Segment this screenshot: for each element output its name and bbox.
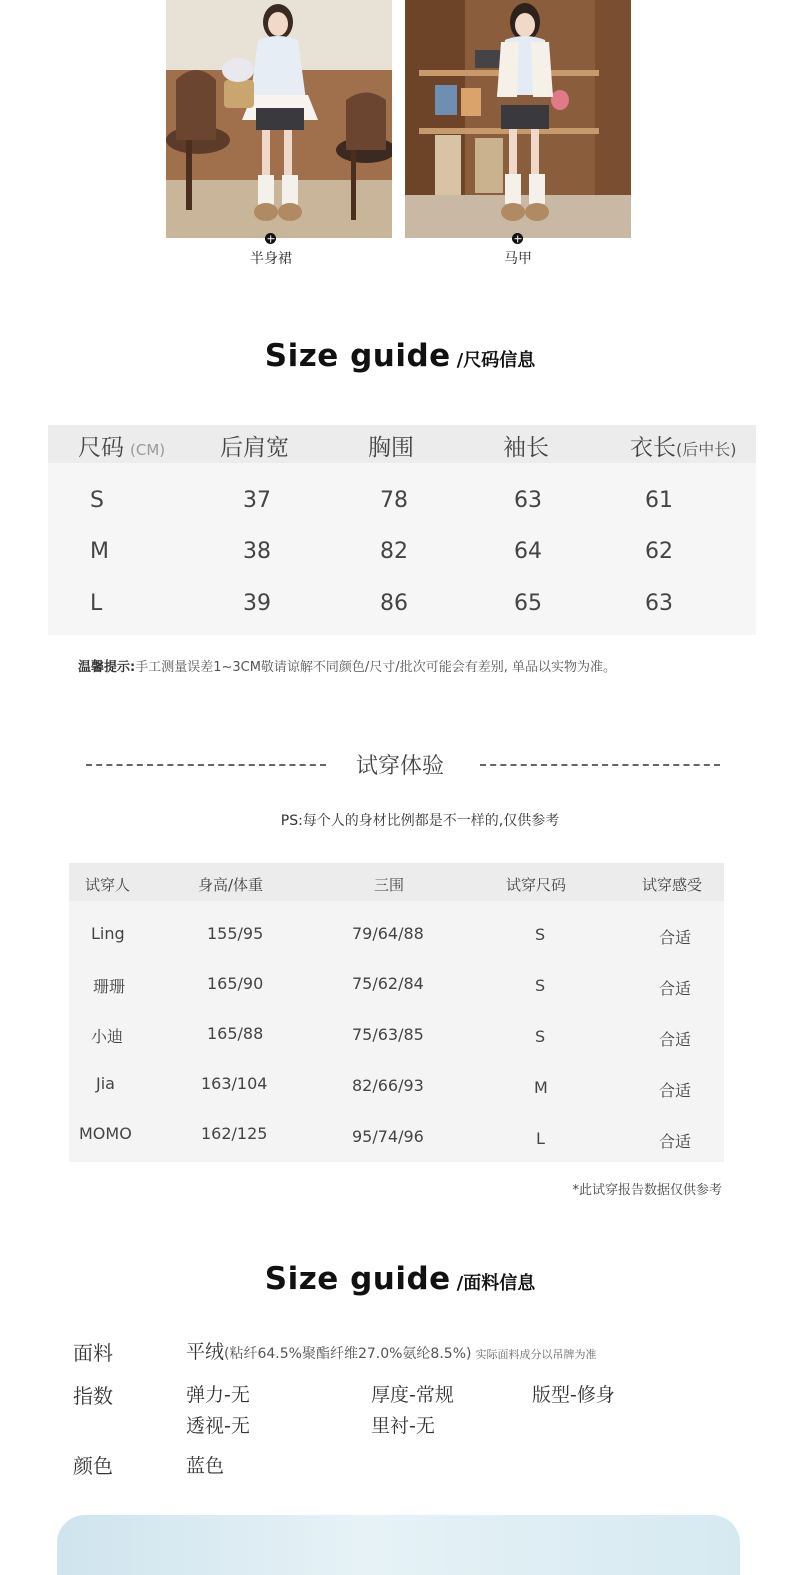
tester-cell: MOMO <box>79 1124 132 1143</box>
material-detail: (粘纤64.5%聚酯纤维27.0%氨纶8.5%) <box>224 1346 472 1362</box>
header-size <box>78 429 165 462</box>
size-cell: S <box>90 488 104 513</box>
tried-size-cell: S <box>535 976 546 995</box>
bottom-image-banner <box>57 1515 740 1575</box>
header-chest: 胸围 <box>368 435 414 461</box>
feeling-cell: 合适 <box>659 1081 692 1100</box>
sleeve-cell: 65 <box>514 591 542 616</box>
photo-caption-skirt: 半身裙 <box>250 251 292 267</box>
height-weight-cell: 162/125 <box>201 1124 268 1143</box>
size-cell: M <box>90 539 109 564</box>
chest-cell: 86 <box>380 591 408 616</box>
header-shoulder: 后肩宽 <box>220 435 289 461</box>
plus-icon[interactable] <box>512 233 523 244</box>
try-on-ps-note: PS:每个人的身材比例都是不一样的,仅供参考 <box>280 813 560 829</box>
index-lining: 里衬-无 <box>371 1415 435 1437</box>
index-thickness: 厚度-常规 <box>371 1384 454 1406</box>
measurements-cell: 82/66/93 <box>352 1076 424 1095</box>
measurements-cell: 75/62/84 <box>352 974 424 993</box>
header-measurements: 三围 <box>374 876 405 894</box>
material-value <box>186 1337 596 1364</box>
header-tried-size: 试穿尺码 <box>506 876 567 894</box>
height-weight-cell: 165/88 <box>207 1024 264 1043</box>
plus-icon[interactable] <box>265 233 276 244</box>
length-cell: 61 <box>645 488 673 513</box>
size-tip <box>78 656 616 675</box>
height-weight-cell: 163/104 <box>201 1074 268 1093</box>
shoulder-cell: 39 <box>243 591 271 616</box>
size-guide-heading <box>0 338 800 374</box>
try-on-table-header <box>69 863 724 901</box>
header-length-label: 衣长 <box>630 435 676 461</box>
try-on-table <box>69 863 724 1162</box>
length-cell: 62 <box>645 539 673 564</box>
index-label: 指数 <box>73 1384 113 1408</box>
try-on-title: 试穿体验 <box>355 754 444 779</box>
tried-size-cell: S <box>535 925 546 944</box>
header-tester: 试穿人 <box>85 876 131 894</box>
size-guide-title: Size guide <box>264 338 451 374</box>
measurements-cell: 79/64/88 <box>352 924 424 943</box>
feeling-cell: 合适 <box>659 928 692 947</box>
shoulder-cell: 37 <box>243 488 271 513</box>
feeling-cell: 合适 <box>659 1030 692 1049</box>
sleeve-cell: 64 <box>514 539 542 564</box>
tester-cell: Ling <box>91 924 125 943</box>
material-label: 面料 <box>73 1341 113 1365</box>
tried-size-cell: M <box>534 1078 548 1097</box>
header-size-unit: (CM) <box>130 441 166 459</box>
fabric-title: Size guide <box>264 1261 451 1297</box>
size-table-header <box>48 425 756 463</box>
size-cell: L <box>90 591 103 616</box>
header-length-sub: (后中长) <box>676 440 737 459</box>
size-tip-text: 手工测量误差1~3CM敬请谅解不同颜色/尺寸/批次可能会有差别, 单品以实物为准。 <box>135 660 616 675</box>
feeling-cell: 合适 <box>659 1132 692 1151</box>
color-label: 颜色 <box>73 1454 113 1478</box>
fabric-heading <box>0 1261 800 1297</box>
chest-cell: 78 <box>380 488 408 513</box>
height-weight-cell: 165/90 <box>207 974 264 993</box>
measurements-cell: 95/74/96 <box>352 1127 424 1146</box>
material-note: 实际面料成分以吊牌为准 <box>475 1348 597 1361</box>
product-photo-vest <box>405 0 631 238</box>
tester-cell: 珊珊 <box>93 977 126 996</box>
tester-cell: 小迪 <box>91 1027 124 1046</box>
tester-cell: Jia <box>96 1074 115 1093</box>
header-sleeve: 袖长 <box>503 435 549 461</box>
photo-caption-vest: 马甲 <box>504 251 532 267</box>
shoulder-cell: 38 <box>243 539 271 564</box>
measurements-cell: 75/63/85 <box>352 1025 424 1044</box>
material-name: 平绒 <box>186 1341 225 1363</box>
divider-right <box>480 764 720 766</box>
size-tip-label: 温馨提示: <box>78 660 136 675</box>
height-weight-cell: 155/95 <box>207 924 264 943</box>
color-value: 蓝色 <box>186 1455 225 1477</box>
header-size-label: 尺码 <box>78 435 124 461</box>
tried-size-cell: L <box>536 1129 545 1148</box>
size-table <box>48 425 756 635</box>
product-photo-skirt <box>166 0 392 238</box>
chest-cell: 82 <box>380 539 408 564</box>
size-guide-subtitle: /尺码信息 <box>456 350 536 371</box>
index-transparency: 透视-无 <box>186 1415 250 1437</box>
feeling-cell: 合适 <box>659 979 692 998</box>
sleeve-cell: 63 <box>514 488 542 513</box>
try-on-footnote: *此试穿报告数据仅供参考 <box>572 1183 722 1198</box>
index-elasticity: 弹力-无 <box>186 1384 250 1406</box>
header-feeling: 试穿感受 <box>642 876 703 894</box>
header-height-weight: 身高/体重 <box>198 876 264 894</box>
tried-size-cell: S <box>535 1027 546 1046</box>
index-fit: 版型-修身 <box>532 1384 615 1406</box>
fabric-subtitle: /面料信息 <box>456 1273 536 1294</box>
header-length <box>630 429 737 462</box>
length-cell: 63 <box>645 591 673 616</box>
